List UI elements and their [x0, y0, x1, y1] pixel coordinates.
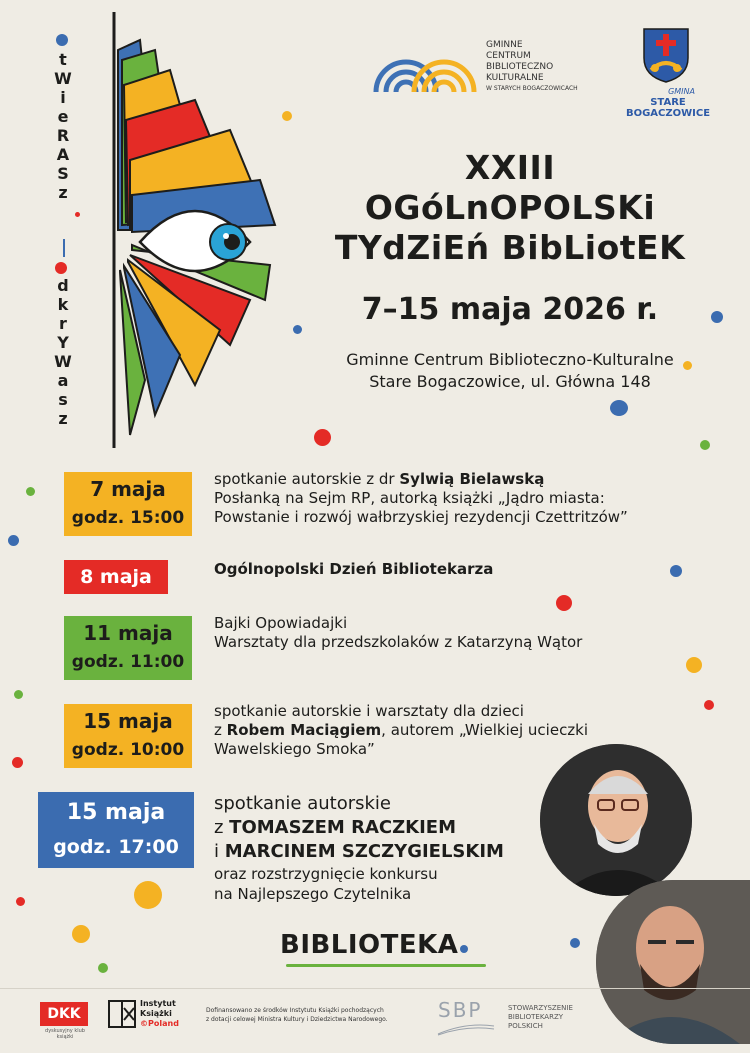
slogan-letter: a [57, 371, 69, 390]
slogan-letter: r [59, 314, 67, 333]
event-text: z [214, 817, 230, 838]
event-time: godz. 15:00 [71, 508, 185, 528]
event-line: oraz rozstrzygnięcie konkursu [214, 865, 438, 883]
event-line: spotkanie autorskie [214, 793, 392, 814]
biblioteka-underline [286, 964, 486, 967]
sbp-line: POLSKICH [508, 1022, 543, 1030]
slogan-letter: i [60, 88, 66, 107]
biblioteka-wordmark: BIBLIOTEKA [280, 930, 459, 960]
ik-line: ©Poland [140, 1019, 179, 1028]
event-text: z [214, 721, 227, 739]
event-time: godz. 10:00 [71, 740, 185, 760]
event-1-text [214, 470, 628, 527]
slogan-dot-red [55, 262, 67, 274]
biblioteka-dot-icon [460, 945, 468, 953]
venue-line-2: Stare Bogaczowice, ul. Główna 148 [369, 372, 651, 391]
slogan-divider [63, 239, 65, 257]
event-5-badge [38, 792, 194, 868]
slogan-letter: R [56, 126, 70, 145]
event-line: Bajki Opowiadajki [214, 614, 348, 632]
event-3-text [214, 614, 582, 652]
event-2-badge [64, 560, 168, 594]
event-date: 7 maja [90, 477, 166, 501]
confetti-dot [98, 963, 108, 973]
event-title: Ogólnopolski Dzień Bibliotekarza [214, 560, 494, 578]
event-4-badge [64, 704, 192, 768]
event-1-badge [64, 472, 192, 536]
slogan-letter: e [57, 107, 69, 126]
slogan-letter: s [58, 390, 68, 409]
event-line: Posłanką na Sejm RP, autorką książki „Jądro miasta: [214, 489, 605, 507]
confetti-dot [293, 325, 302, 334]
gmina-name: STARE BOGACZOWICE [625, 97, 711, 119]
funding-line: Dofinansowano ze środków Instytutu Książki pochodzących [206, 1007, 384, 1014]
author-photo-raczek [540, 744, 692, 896]
organizer-line: GMINNE [486, 40, 523, 50]
event-5-text [214, 792, 504, 904]
funding-line: z dotacji celowej Ministra Kultury i Dziedzictwa Narodowego. [206, 1016, 388, 1023]
ik-line: Instytut [140, 999, 176, 1008]
author-photo-szczygielski [596, 880, 750, 1044]
organizer-line: W STARYCH BOGACZOWICACH [486, 85, 578, 92]
event-line [214, 840, 504, 864]
sbp-logo-text: SBP [438, 998, 483, 1022]
sbp-line: STOWARZYSZENIE [508, 1004, 573, 1012]
slogan-letter: A [56, 145, 70, 164]
confetti-dot [670, 565, 682, 577]
venue-line-1: Gminne Centrum Biblioteczno-Kulturalne [346, 350, 674, 369]
confetti-dot [570, 938, 580, 948]
dkk-logo-text: DKK [47, 1006, 81, 1022]
confetti-dot [704, 700, 714, 710]
confetti-dot [16, 897, 25, 906]
confetti-dot [12, 757, 23, 768]
slogan-letter: k [57, 295, 69, 314]
event-date: 15 maja [83, 709, 173, 733]
title-line-1: XXIII [464, 148, 556, 187]
event-4-text [214, 702, 588, 759]
confetti-dot [14, 690, 23, 699]
event-2-text [214, 560, 493, 579]
dkk-caption: dyskusyjny klub książki [45, 1028, 85, 1040]
confetti-dot [683, 361, 692, 370]
slogan-letter: d [57, 276, 69, 295]
organizer-logo-icon [370, 40, 480, 94]
footer-divider [0, 988, 750, 989]
sbp-name [508, 1004, 573, 1031]
event-line: Wawelskiego Smoka” [214, 740, 375, 758]
slogan-letter: W [54, 352, 72, 371]
event-line: na Najlepszego Czytelnika [214, 885, 412, 903]
event-date: 8 maja [80, 566, 152, 588]
organizer-line: BIBLIOTECZNO [486, 62, 554, 72]
instytut-ksiazki-name [140, 999, 179, 1029]
event-person: TOMASZEM RACZKIEM [229, 817, 456, 838]
organizer-line: CENTRUM [486, 51, 531, 61]
slogan-column-1 [56, 50, 70, 202]
slogan-column-2 [56, 276, 70, 428]
event-text: spotkanie autorskie z dr [214, 470, 400, 488]
event-line: Warsztaty dla przedszkolaków z Katarzyną Wątor [214, 633, 583, 651]
confetti-dot [72, 925, 90, 943]
slogan-letter: W [54, 69, 72, 88]
slogan-letter: t [59, 50, 67, 69]
title-line-2: OGóLnOPOLSKi [364, 188, 656, 227]
event-person: Robem Maciągiem [226, 721, 382, 739]
dkk-logo [40, 1002, 88, 1026]
event-time: godz. 11:00 [71, 652, 185, 672]
event-3-badge [64, 616, 192, 680]
event-text: i [214, 841, 225, 862]
portrait-icon [540, 744, 692, 896]
book-eye-illustration [100, 10, 310, 450]
slogan-letter: S [57, 164, 69, 183]
event-date: 15 maja [66, 800, 166, 825]
event-line [214, 470, 628, 489]
event-date: 11 maja [83, 621, 173, 645]
sbp-swoosh-icon [436, 1022, 496, 1036]
confetti-dot [282, 111, 292, 121]
confetti-dot [610, 400, 628, 416]
event-line [214, 721, 588, 740]
ik-line: Książki [140, 1009, 172, 1018]
funding-note [206, 1006, 388, 1024]
event-line: spotkanie autorskie i warsztaty dla dzieci [214, 702, 524, 720]
event-line [214, 816, 504, 840]
organizer-line: KULTURALNE [486, 73, 544, 83]
confetti-dot [711, 311, 723, 323]
confetti-dot [700, 440, 710, 450]
confetti-dot [134, 881, 162, 909]
sbp-logo [438, 998, 482, 1022]
event-line: Powstanie i rozwój wałbrzyskiej rezydencji Czettritzów” [214, 508, 628, 526]
slogan-dot-red-small [75, 212, 80, 217]
event-person: MARCINEM SZCZYGIELSKIM [224, 841, 504, 862]
slogan-letter: z [58, 183, 68, 202]
slogan-dot-blue [56, 34, 68, 46]
slogan-letter: Y [57, 333, 69, 352]
biblioteka-logo [280, 930, 468, 960]
event-text: , autorem „Wielkiej ucieczki [381, 721, 589, 739]
gmina-script: GMINA [668, 87, 695, 96]
confetti-dot [686, 657, 702, 673]
title-line-3: TYdZiEń BibLiotEK [334, 228, 686, 267]
coat-of-arms-icon [641, 26, 691, 84]
sbp-line: BIBLIOTEKARZY [508, 1013, 564, 1021]
confetti-dot [314, 429, 331, 446]
slogan-letter: z [58, 409, 68, 428]
confetti-dot [26, 487, 35, 496]
event-time: godz. 17:00 [53, 836, 179, 858]
event-person: Sylwią Bielawską [399, 470, 545, 488]
instytut-ksiazki-icon [108, 1000, 136, 1028]
organizer-name [486, 40, 578, 93]
festival-dates: 7–15 maja 2026 r. [361, 292, 659, 327]
confetti-dot [8, 535, 19, 546]
portrait-icon [596, 880, 750, 1044]
confetti-dot [556, 595, 572, 611]
